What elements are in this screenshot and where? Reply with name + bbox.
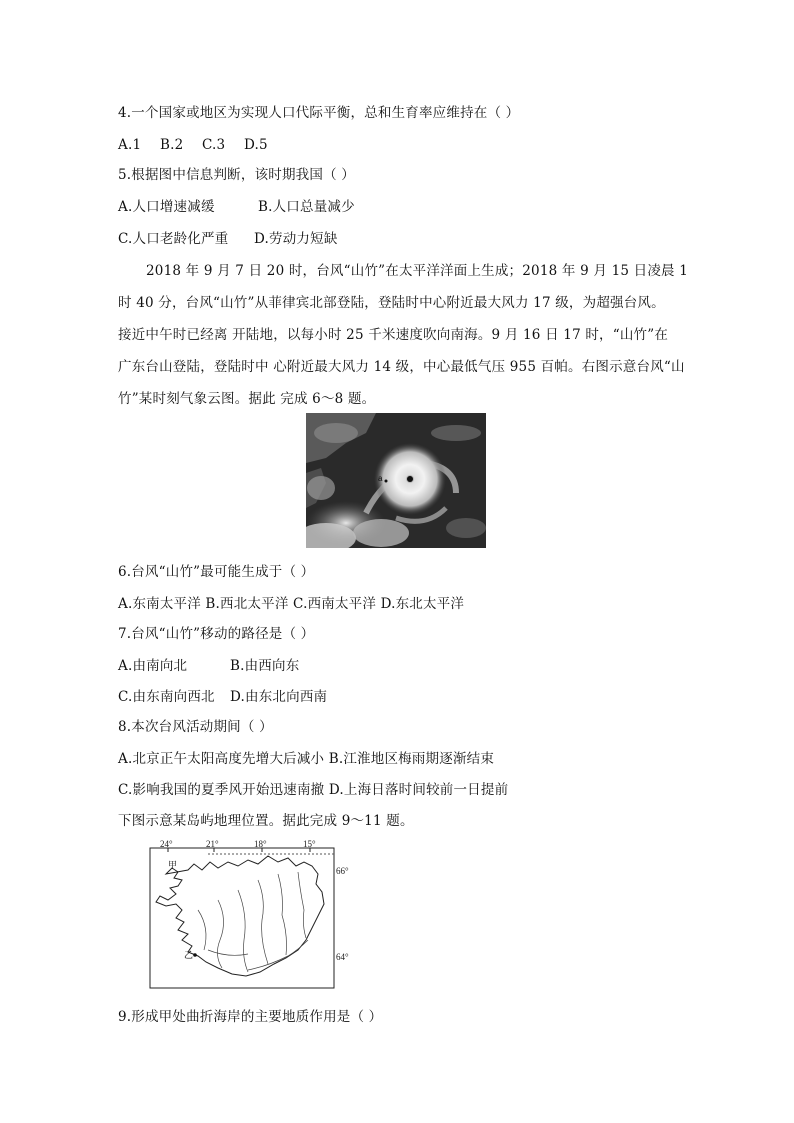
- map-label-jia: 甲: [168, 861, 178, 871]
- island-map: [148, 840, 362, 992]
- question-5-options-row2: [118, 230, 338, 248]
- lon-label-21: 21°: [206, 840, 219, 849]
- question-8-stem: 8.本次台风活动期间（ ）: [118, 719, 273, 735]
- question-7-options-row1: [118, 657, 299, 675]
- option-b: B.由西向东: [230, 658, 300, 674]
- question-8-options-row1: A.北京正午太阳高度先增大后减小 B.江淮地区梅雨期逐渐结束: [118, 751, 495, 767]
- question-7-stem: 7.台风“山竹”移动的路径是（ ）: [118, 626, 315, 642]
- typhoon-satellite-image: [306, 413, 486, 548]
- satellite-label-a: a: [378, 474, 383, 483]
- option-d: D.劳动力短缺: [254, 231, 338, 247]
- question-8-options-row2: C.影响我国的夏季风开始迅速南撤 D.上海日落时间较前一日提前: [118, 782, 509, 798]
- question-7-options-row2: [118, 688, 327, 706]
- question-9-stem: 9.形成甲处曲折海岸的主要地质作用是（ ）: [118, 1009, 383, 1025]
- question-4-options: [118, 136, 268, 154]
- question-6-options: A.东南太平洋 B.西北太平洋 C.西南太平洋 D.东北太平洋: [118, 596, 465, 612]
- passage-2: 下图示意某岛屿地理位置。据此完成 9～11 题。: [118, 813, 414, 829]
- option-a: A.人口增速减缓: [118, 199, 215, 215]
- passage-line-3: 接近中午时已经离 开陆地，以每小时 25 千米速度吹向南海。9 月 16 日 17 时，“山竹”在: [118, 327, 669, 343]
- option-c: C.由东南向西北: [118, 689, 215, 705]
- option-d: D.由东北向西南: [230, 689, 328, 705]
- option-a: A.1: [118, 137, 142, 153]
- map-label-yi: 乙: [184, 951, 194, 961]
- lon-label-24: 24°: [160, 840, 173, 849]
- question-4-stem: 4.一个国家或地区为实现人口代际平衡，总和生育率应维持在（ ）: [118, 105, 520, 121]
- option-c: C.3: [202, 137, 226, 153]
- lon-label-18: 18°: [254, 840, 267, 849]
- passage-line-5: 竹”某时刻气象云图。据此 完成 6～8 题。: [118, 391, 376, 407]
- option-a: A.由南向北: [118, 658, 188, 674]
- option-b: B.2: [160, 137, 184, 153]
- lat-label-66: 66°: [336, 866, 349, 876]
- option-b: B.人口总量减少: [258, 199, 355, 215]
- question-5-options-row1: [118, 198, 355, 216]
- lat-label-64: 64°: [336, 952, 349, 962]
- question-6-stem: 6.台风“山竹”最可能生成于（ ）: [118, 564, 315, 580]
- passage-line-1: 2018 年 9 月 7 日 20 时，台风“山竹”在太平洋洋面上生成；2018 年 9 月 15 日凌晨 1: [146, 263, 689, 279]
- option-c: C.人口老龄化严重: [118, 231, 229, 247]
- passage-line-4: 广东台山登陆，登陆时中 心附近最大风力 14 级，中心最低气压 955 百帕。右图示意台风“山: [118, 359, 685, 375]
- lon-label-15: 15°: [303, 840, 316, 849]
- passage-line-2: 时 40 分，台风“山竹”从菲律宾北部登陆，登陆时中心附近最大风力 17 级，为超强台风。: [118, 295, 665, 311]
- question-5-stem: 5.根据图中信息判断，该时期我国（ ）: [118, 167, 355, 183]
- option-d: D.5: [244, 137, 268, 153]
